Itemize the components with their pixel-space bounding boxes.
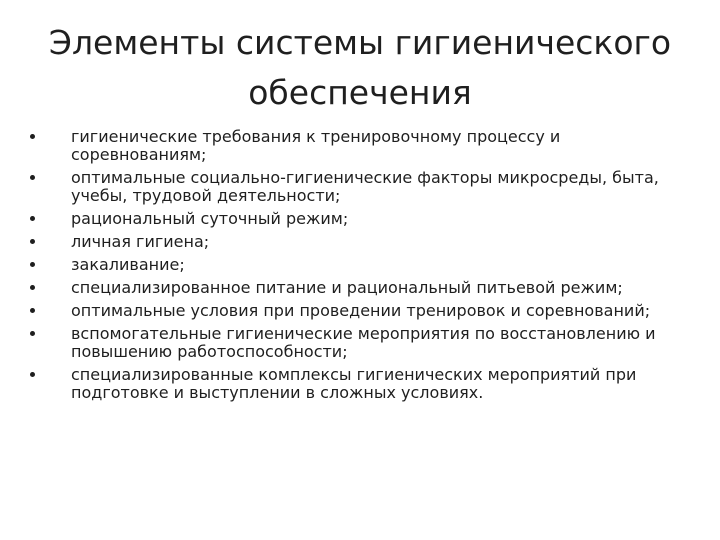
bullet-text: специализированные комплексы гигиенических мероприятий при подготовке и выступлении в сложных условиях. bbox=[71, 365, 637, 402]
bullet-item bbox=[30, 128, 690, 164]
slide-title-line-2: обеспечения bbox=[248, 73, 472, 112]
bullet-item bbox=[30, 302, 690, 320]
bullet-text: закаливание; bbox=[71, 255, 185, 274]
bullet-dot-icon bbox=[30, 331, 35, 336]
bullet-list bbox=[30, 128, 690, 407]
bullet-text: рациональный суточный режим; bbox=[71, 209, 349, 228]
bullet-item bbox=[30, 366, 690, 402]
bullet-text: оптимальные условия при проведении тренировок и соревнований; bbox=[71, 301, 651, 320]
bullet-dot-icon bbox=[30, 239, 35, 244]
bullet-item bbox=[30, 233, 690, 251]
bullet-item bbox=[30, 279, 690, 297]
slide-title bbox=[40, 18, 680, 118]
bullet-text: оптимальные социально-гигиенические факторы микросреды, быта, учебы, трудовой деятельности; bbox=[71, 168, 659, 205]
bullet-text: гигиенические требования к тренировочному процессу и соревнованиям; bbox=[71, 127, 561, 164]
bullet-item bbox=[30, 325, 690, 361]
bullet-dot-icon bbox=[30, 262, 35, 267]
bullet-text: личная гигиена; bbox=[71, 232, 210, 251]
bullet-dot-icon bbox=[30, 285, 35, 290]
slide-title-line-1: Элементы системы гигиенического bbox=[48, 23, 672, 62]
bullet-text: вспомогательные гигиенические мероприятия по восстановлению и повышению работоспособности; bbox=[71, 324, 656, 361]
bullet-dot-icon bbox=[30, 308, 35, 313]
bullet-dot-icon bbox=[30, 216, 35, 221]
bullet-item bbox=[30, 256, 690, 274]
bullet-item bbox=[30, 210, 690, 228]
bullet-dot-icon bbox=[30, 372, 35, 377]
bullet-dot-icon bbox=[30, 175, 35, 180]
bullet-item bbox=[30, 169, 690, 205]
bullet-dot-icon bbox=[30, 134, 35, 139]
bullet-text: специализированное питание и рациональный питьевой режим; bbox=[71, 278, 623, 297]
